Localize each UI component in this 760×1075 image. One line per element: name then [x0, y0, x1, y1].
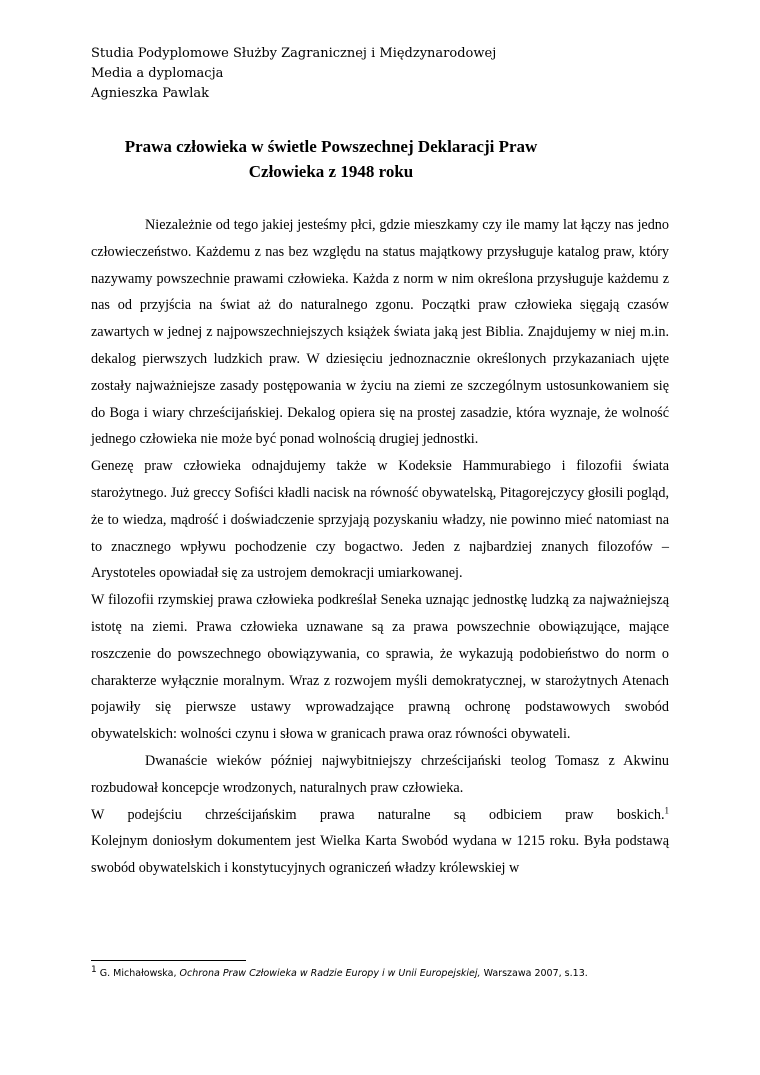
- document-body: [91, 212, 669, 882]
- footnote: [91, 964, 691, 981]
- paragraph-3: W filozofii rzymskiej prawa człowieka podkreślał Seneka uznając jednostkę ludzką za najważniejszą istotę na ziemi. Prawa człowieka uznawane są za prawa powszechnie obowiązujące, mające roszczenie do powszechnego obowiązywania, co sprawia, że wykazują podobieństwo do norm o charakterze wyłącznie moralnym. Wraz z rozwojem myśli demokratycznej, w starożytnych Atenach pojawiły się pierwsze ustawy wprowadzające prawną ochronę podstawowych swobód obywatelskich: wolności czynu i słowa w granicach prawa oraz równości obywateli.: [91, 592, 669, 743]
- paragraph-5: [91, 802, 669, 829]
- document-title: [91, 134, 571, 184]
- paragraph-5-text: W podejściu chrześcijańskim prawa naturalne są odbiciem praw boskich.: [91, 806, 665, 823]
- paragraph-2: Genezę praw człowieka odnajdujemy także w Kodeksie Hammurabiego i filozofii świata starożytnego. Już greccy Sofiści kładli nacisk na równość obywatelską, Pitagorejczycy głosili pogląd, że to wiedza, mądrość i doświadczenie sprzyjają pozyskaniu władzy, nie powinno mieć natomiast na to znacznego wpływu pochodzenie czy bogactwo. Jeden z najbardziej znanych filozofów – Arystoteles opowiadał się za ustrojem demokracji umiarkowanej.: [91, 458, 669, 582]
- paragraph-1: Niezależnie od tego jakiej jesteśmy płci, gdzie mieszkamy czy ile mamy lat łączy nas jedno człowieczeństwo. Każdemu z nas bez względu na status majątkowy przysługuje katalog praw, który nazywamy powszechnie prawami człowieka. Każda z norm w nim określona przysługuje każdemu z nas od przyjścia na świat aż do naturalnego zgonu. Początki praw człowieka sięgają czasów zawartych w jednej z najpowszechniejszych książek świata jaką jest Biblia. Znajdujemy w niej m.in. dekalog pierwszych ludzkich praw. W dziesięciu jednoznacznie określonych przykazaniach ujęte zostały najważniejsze zasady postępowania w życiu na ziemi ze szczególnym ustosunkowaniem się do Boga i wiary chrześcijańskiej. Dekalog opiera się na prostej zasadzie, która wyznaje, że wolność jednego człowieka nie może być ponad wolnością drugiej jednostki.: [91, 217, 669, 448]
- footnote-place: Warszawa 2007, s.13.: [483, 968, 588, 979]
- footnote-work: Ochrona Praw Człowieka w Radzie Europy i w Unii Europejskiej,: [179, 968, 481, 979]
- header-course: Studia Podyplomowe Służby Zagranicznej i Międzynarodowej: [91, 46, 497, 61]
- footnote-number: 1: [91, 964, 97, 975]
- footnote-separator: [91, 960, 246, 961]
- header-author: Agnieszka Pawlak: [91, 86, 210, 101]
- paragraph-6: Kolejnym doniosłym dokumentem jest Wielka Karta Swobód wydana w 1215 roku. Była podstawą swobód obywatelskich i konstytucyjnych ograniczeń władzy królewskiej w: [91, 833, 669, 877]
- title-line-1: Prawa człowieka w świetle Powszechnej Deklaracji Praw: [124, 137, 538, 156]
- document-header: [91, 44, 496, 104]
- footnote-reference[interactable]: 1: [664, 804, 669, 815]
- header-subject: Media a dyplomacja: [91, 66, 224, 81]
- paragraph-4: Dwanaście wieków później najwybitniejszy chrześcijański teolog Tomasz z Akwinu rozbudował koncepcje wrodzonych, naturalnych praw człowieka.: [91, 752, 669, 796]
- footnote-author: G. Michałowska,: [99, 968, 177, 979]
- title-line-2: Człowieka z 1948 roku: [248, 162, 414, 181]
